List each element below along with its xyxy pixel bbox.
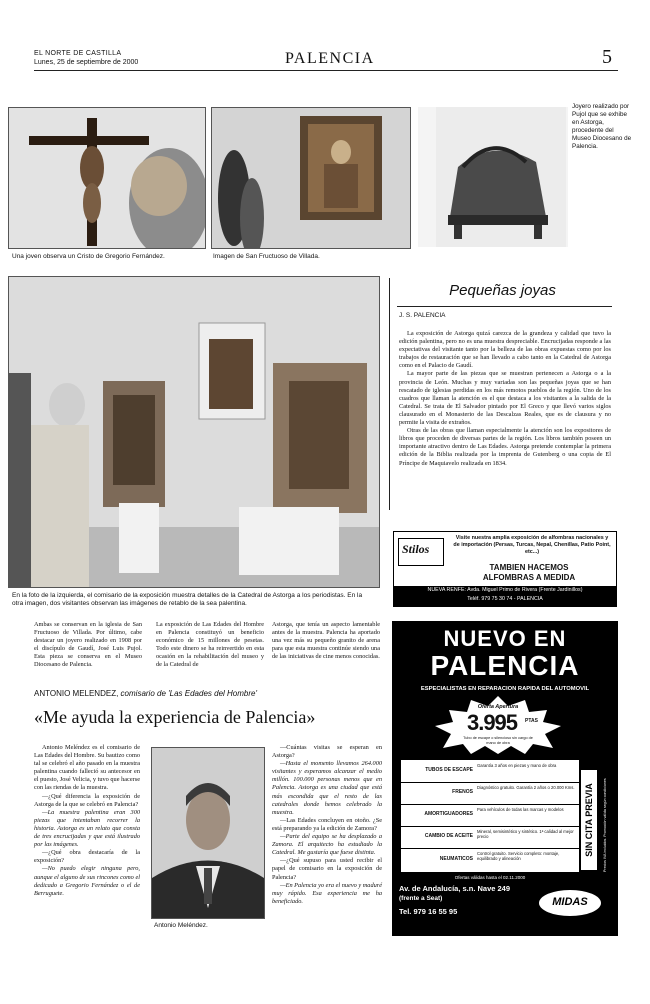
service-detail: Control gratuito. Servicio completo: montaje, equilibrado y alineación: [477, 851, 560, 862]
photo-cristo: [8, 107, 206, 249]
side-note: Precios IVA incluidos. Promoción válida según condiciones: [603, 778, 607, 872]
stilos-line2: TAMBIEN HACEMOS: [489, 563, 569, 572]
portrait-image: [152, 748, 264, 918]
retablo-image: [9, 277, 379, 587]
interview-question: —¿Qué obra destacaría de la exposición?: [34, 849, 140, 865]
interview-kicker: [34, 689, 374, 698]
san-fructuoso-image: [212, 108, 410, 248]
joyero-image: [418, 107, 568, 247]
section-title: PALENCIA: [285, 50, 375, 67]
stilos-exhibition: Visite nuestra amplia exposición de alfombras nacionales y de importación (Persas, Turcas, Nepal, Chenillas, Patio Point, etc...): [453, 535, 611, 555]
interview-paragraph: Antonio Meléndez es el comisario de Las Edades del Hombre. Su bautizo como tal se celebró el año pasado en la muestra palentina cuando falleció su antecesor en el puesto, José Velicia, y tuvo que hacerse con las riendas de la muestra.: [34, 744, 140, 792]
mid-col-1: Ambas se conservan en la iglesia de San Fructuoso de Villada. Por último, cabe destacar un joyero realizado en 1908 por el discípulo de Gaudí, José Luis Pujol. Esta pieza se conserva en el Museo Diocesano de Palencia.: [34, 621, 142, 669]
midas-address-2: (frente a Seat): [399, 895, 443, 902]
caption-cristo: Una joven observa un Cristo de Gregorio Fernández.: [12, 253, 165, 260]
issue-date: Lunes, 25 de septiembre de 2000: [34, 59, 139, 66]
service-row: [401, 804, 579, 827]
service-row: [401, 826, 579, 849]
price-burst: [433, 696, 563, 754]
midas-headline-2: PALENCIA: [430, 650, 580, 681]
midas-subtitle: ESPECIALISTAS EN REPARACION RAPIDA DEL AUTOMOVIL: [420, 686, 590, 692]
interview-question: —¿Qué diferencia la exposición de Astorga de la que se celebró en Palencia?: [34, 792, 140, 808]
service-detail: Diagnóstico gratuito. Garantía 2 años o 20.000 Kms.: [477, 785, 575, 790]
sidebar-title: Pequeñas joyas: [449, 282, 556, 299]
mid-col-3: Astorga, que tenía un aspecto lamentable antes de la muestra. Palencia ha aportado una vez más su pequeño granito de arena para que esta muestra continúe siendo una de las iniciativas de cine menos conocidas.: [272, 621, 380, 661]
photo-san-fructuoso: [211, 107, 411, 249]
service-detail: Mineral, semisintético y sintético. 1ª calidad al mejor precio: [477, 829, 574, 840]
cristo-image: [9, 108, 205, 248]
services-table: [401, 760, 579, 872]
no-appointment-badge: SIN CITA PREVIA: [581, 770, 597, 870]
midas-ad: [392, 621, 618, 936]
kicker-role: comisario de 'Las Edades del Hombre': [120, 689, 258, 698]
midas-brand: MIDAS: [552, 896, 588, 908]
service-detail: Para vehículos de todas las marcas y modelos: [477, 807, 564, 812]
service-name: FRENOS: [452, 789, 473, 795]
photo-joyero: [418, 107, 568, 247]
service-detail: Garantía 3 años en piezas y mano de obra: [477, 763, 557, 768]
interview-question: —¿Qué supuso para usted recibir el papel de comisario en la exposición de Palencia?: [272, 857, 382, 881]
interview-answer: —No puedo elegir ninguna pero, aunque el alguno de sus rincones como el dedicado a Gregorio Fernández o el de Berruguete.: [34, 865, 140, 897]
offer-validity: Ofertas válidas hasta el 02.11.2000: [454, 875, 526, 880]
service-name: TUBOS DE ESCAPE: [425, 767, 473, 773]
header-rule: [34, 70, 618, 71]
interview-col-1: [34, 744, 140, 898]
sidebar-article: [389, 278, 616, 510]
interview-answer: —Hasta el momento llevamos 264.000 visitantes y esperamos alcanzar el medio millón. 100.000 personas menos que en Palencia. Astorga es una ciudad que está más escondida que el resto de las catedrales donde hemos celebrado la muestra.: [272, 760, 382, 816]
sidebar-title-rule: [397, 306, 612, 307]
caption-portrait: Antonio Meléndez.: [154, 922, 208, 929]
caption-san-fructuoso: Imagen de San Fructuoso de Villada.: [213, 253, 320, 260]
photo-retablo: [8, 276, 380, 588]
service-row: [401, 782, 579, 805]
sidebar-paragraph: Otras de las obras que llaman especialmente la atención son los expositores de libros que proceden de diversas partes de la región. Los libros también poseen un importante atractivo dentro de Las Edades. Astorga pretende contemplar la primera edición de la Biblia realizada por la imprenta de Gutenberg o una copia de El Príncipe de Maquiavelo realizada en 1834.: [399, 427, 611, 467]
stilos-line3: ALFOMBRAS A MEDIDA: [482, 573, 576, 582]
caption-retablo: En la foto de la izquierda, el comisario de la exposición muestra detalles de la Catedral de Astorga a los periodistas. En la otra imagen, dos visitantes observan las imágenes de retablo de la sea palentina.: [12, 592, 363, 607]
sidebar-byline: J. S. PALENCIA: [399, 312, 446, 319]
stilos-brand: Stilos: [402, 542, 430, 556]
service-name: NEUMATICOS: [439, 856, 473, 862]
newspaper-name: EL NORTE DE CASTILLA: [34, 50, 122, 57]
midas-headline-1: NUEVO EN: [443, 626, 567, 651]
caption-joyero: Joyero realizado por Pujol que se exhibe en Astorga, procedente del Museo Diocesano de Palencia.: [572, 103, 632, 150]
page-number: 5: [602, 46, 612, 68]
sidebar-rule-left: [389, 278, 390, 510]
interview-col-2: [272, 744, 382, 906]
stilos-footer: [394, 586, 616, 606]
stilos-phone: Teléf. 979 75 30 74 - PALENCIA: [467, 596, 543, 602]
service-row: [401, 848, 579, 872]
service-row: [401, 760, 579, 783]
interview-answer: —La muestra palentina eran 300 piezas que intentaban recorrer la historia. Astorga es un relato que consta de tres encrucijadas y que está ilustrado por las imágenes.: [34, 808, 140, 849]
offer-note: Tubo de escape o silencioso sin cargo de mano de obra: [463, 736, 533, 745]
price-value: 3.995: [466, 710, 518, 735]
sidebar-paragraph: La exposición de Astorga quizá carezca de la grandeza y calidad que tuvo la edición palentina, pero no es una muestra despreciable. Encrucijadas responde a las expectativas del visitante tanto por la belleza de las obras expuestas como por los trabajos de restauración que se han llevado a cabo tanto en la Catedral de Astorga como en el Palacio de Gaudí.: [399, 330, 611, 370]
portrait-photo: [151, 747, 265, 919]
interview-question: —Cuántas visitas se esperan en Astorga?: [272, 744, 382, 760]
price-currency: PTAS: [525, 718, 538, 724]
interview-question: —Las Edades concluyen en otoño. ¿Se está preparando ya la edición de Zamora?: [272, 816, 382, 832]
sidebar-body: [399, 330, 611, 468]
interview-headline: «Me ayuda la experiencia de Palencia»: [34, 707, 316, 727]
offer-label: Oferta Apertura: [477, 704, 519, 710]
midas-phone: Tel. 979 16 55 95: [399, 907, 458, 916]
service-name: CAMBIO DE ACEITE: [424, 833, 473, 839]
stilos-ad: [393, 531, 617, 607]
interview-answer: —Parte del equipo se ha desplazado a Zamora. El arquitecto ha estudiado la Catedral. Me gustaría que fuese distinta.: [272, 833, 382, 857]
interview-answer: —En Palencia yo era el nuevo y maduré muy rápido. Esa experiencia me ha beneficiado.: [272, 881, 382, 905]
kicker-name: ANTONIO MELENDEZ,: [34, 689, 119, 698]
stilos-address: NUEVA RENFE: Avda. Miguel Primo de Rivera (Frente Jardinillos): [427, 587, 583, 593]
mid-col-2: La exposición de Las Edades del Hombre en Palencia constituyó un beneficio económico de 15 millones de pesetas. Todo este dinero se ha reinvertido en esta ocasión en la rehabilitación del museo y de la Catedral de: [156, 621, 264, 669]
service-name: AMORTIGUADORES: [424, 811, 473, 817]
midas-address: Av. de Andalucía, s.n. Nave 249: [399, 884, 511, 893]
sidebar-paragraph: La mayor parte de las piezas que se muestran pertenecen a Astorga o a la provincia de León. Muchas y muy variadas son las pequeñas joyas que se han rescatado de iglesias perdidas en los más remotos pueblos de la región. Uno de los cuadros que llaman la atención es el que destaca a los visitantes a la salida de la Catedral. Se trata de El Salvador pintado por El Greco y que llevó varios siglos clausurado en el Monasterio de las Descalzas Reales, que es de clausura y no permite la visita de extraños.: [399, 370, 611, 427]
